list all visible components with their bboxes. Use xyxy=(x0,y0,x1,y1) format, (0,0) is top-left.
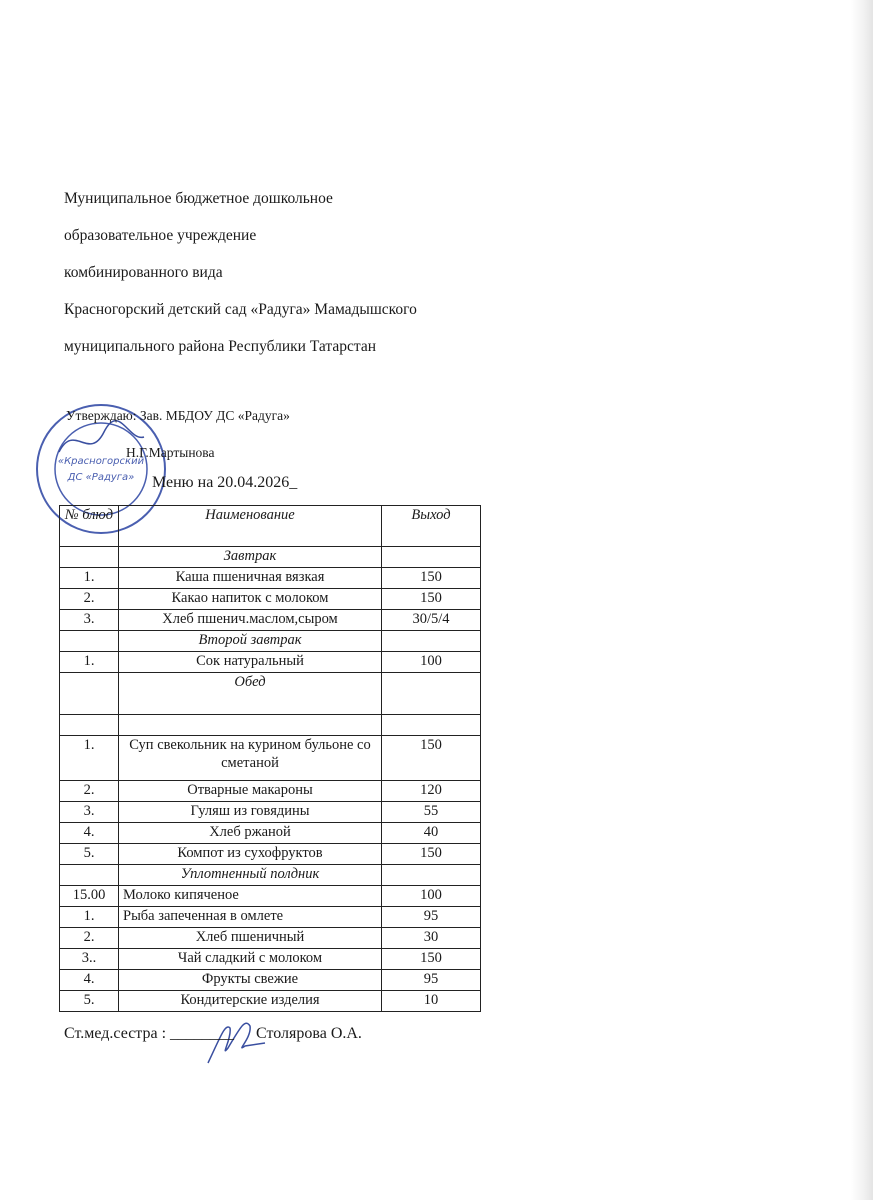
cell-name xyxy=(119,715,382,736)
svg-text:ДС «Радуга»: ДС «Радуга» xyxy=(67,472,135,483)
dish-number: 2. xyxy=(60,589,119,610)
menu-title: Меню на 20.04.2026_ xyxy=(152,474,298,491)
dish-name: Кондитерские изделия xyxy=(119,991,382,1012)
dish-number: 3. xyxy=(60,610,119,631)
dish-name: Сок натуральный xyxy=(119,652,382,673)
dish-name: Отварные макароны xyxy=(119,781,382,802)
table-row xyxy=(60,970,481,991)
dish-output: 150 xyxy=(382,949,481,970)
cell-output xyxy=(382,673,481,715)
dish-output: 150 xyxy=(382,736,481,781)
footer-name: Столярова О.А. xyxy=(256,1025,362,1042)
dish-number: 15.00 xyxy=(60,886,119,907)
table-row xyxy=(60,844,481,865)
dish-number: 1. xyxy=(60,568,119,589)
menu-table xyxy=(59,505,481,1012)
table-row xyxy=(60,802,481,823)
table-row xyxy=(60,568,481,589)
dish-number: 3.. xyxy=(60,949,119,970)
table-row xyxy=(60,991,481,1012)
cell-output xyxy=(382,715,481,736)
dish-output: 95 xyxy=(382,970,481,991)
cell-number xyxy=(60,715,119,736)
dish-output: 95 xyxy=(382,907,481,928)
dish-name: Фрукты свежие xyxy=(119,970,382,991)
cell-number xyxy=(60,673,119,715)
col-number: № блюд xyxy=(60,506,119,547)
section-row xyxy=(60,631,481,652)
section-title: Завтрак xyxy=(119,547,382,568)
org-line-4: Красногорский детский сад «Радуга» Мамадышского xyxy=(64,301,417,318)
dish-output: 40 xyxy=(382,823,481,844)
table-row xyxy=(60,652,481,673)
org-line-1: Муниципальное бюджетное дошкольное xyxy=(64,190,333,207)
cell-number xyxy=(60,547,119,568)
dish-output: 150 xyxy=(382,844,481,865)
section-row xyxy=(60,547,481,568)
footer-role: Ст.мед.сестра : ________ xyxy=(64,1025,235,1042)
table-row xyxy=(60,736,481,781)
dish-output: 55 xyxy=(382,802,481,823)
cell-output xyxy=(382,547,481,568)
dish-number: 5. xyxy=(60,844,119,865)
org-line-5: муниципального района Республики Татарстан xyxy=(64,338,377,355)
section-title: Второй завтрак xyxy=(119,631,382,652)
dish-output: 150 xyxy=(382,568,481,589)
col-output: Выход xyxy=(382,506,481,547)
table-row xyxy=(60,589,481,610)
dish-output: 150 xyxy=(382,589,481,610)
dish-name: Хлеб пшенич.маслом,сыром xyxy=(119,610,382,631)
dish-number: 3. xyxy=(60,802,119,823)
dish-output: 30 xyxy=(382,928,481,949)
cell-output xyxy=(382,865,481,886)
section-row xyxy=(60,673,481,715)
section-row xyxy=(60,865,481,886)
cell-number xyxy=(60,865,119,886)
dish-name: Компот из сухофруктов xyxy=(119,844,382,865)
dish-output: 100 xyxy=(382,652,481,673)
dish-number: 1. xyxy=(60,736,119,781)
dish-name: Хлеб ржаной xyxy=(119,823,382,844)
dish-name: Какао напиток с молоком xyxy=(119,589,382,610)
dish-number: 4. xyxy=(60,970,119,991)
svg-text:«Красногорский: «Красногорский xyxy=(57,456,145,467)
dish-name: Молоко кипяченое xyxy=(119,886,382,907)
dish-number: 5. xyxy=(60,991,119,1012)
table-row xyxy=(60,610,481,631)
dish-number: 1. xyxy=(60,907,119,928)
cell-number xyxy=(60,631,119,652)
table-row xyxy=(60,907,481,928)
table-header-row xyxy=(60,506,481,547)
table-row xyxy=(60,949,481,970)
table-row xyxy=(60,715,481,736)
dish-output: 10 xyxy=(382,991,481,1012)
org-line-2: образовательное учреждение xyxy=(64,227,257,244)
org-line-3: комбинированного вида xyxy=(64,264,223,281)
table-row xyxy=(60,886,481,907)
dish-name: Гуляш из говядины xyxy=(119,802,382,823)
table-row xyxy=(60,928,481,949)
dish-name: Рыба запеченная в омлете xyxy=(119,907,382,928)
dish-number: 2. xyxy=(60,928,119,949)
dish-output: 120 xyxy=(382,781,481,802)
scan-edge-shadow xyxy=(851,0,873,1200)
table-row xyxy=(60,823,481,844)
dish-name: Суп свекольник на курином бульоне со сметаной xyxy=(119,736,382,781)
section-title: Уплотненный полдник xyxy=(119,865,382,886)
dish-number: 4. xyxy=(60,823,119,844)
dish-number: 2. xyxy=(60,781,119,802)
dish-number: 1. xyxy=(60,652,119,673)
dish-name: Каша пшеничная вязкая xyxy=(119,568,382,589)
dish-name: Чай сладкий с молоком xyxy=(119,949,382,970)
section-title: Обед xyxy=(119,673,382,715)
dish-output: 100 xyxy=(382,886,481,907)
dish-output: 30/5/4 xyxy=(382,610,481,631)
cell-output xyxy=(382,631,481,652)
col-name: Наименование xyxy=(119,506,382,547)
approval-line: Утверждаю: Зав. МБДОУ ДС «Радуга» xyxy=(66,408,290,423)
table-row xyxy=(60,781,481,802)
approver-name: Н.Г.Мартынова xyxy=(126,445,215,460)
dish-name: Хлеб пшеничный xyxy=(119,928,382,949)
